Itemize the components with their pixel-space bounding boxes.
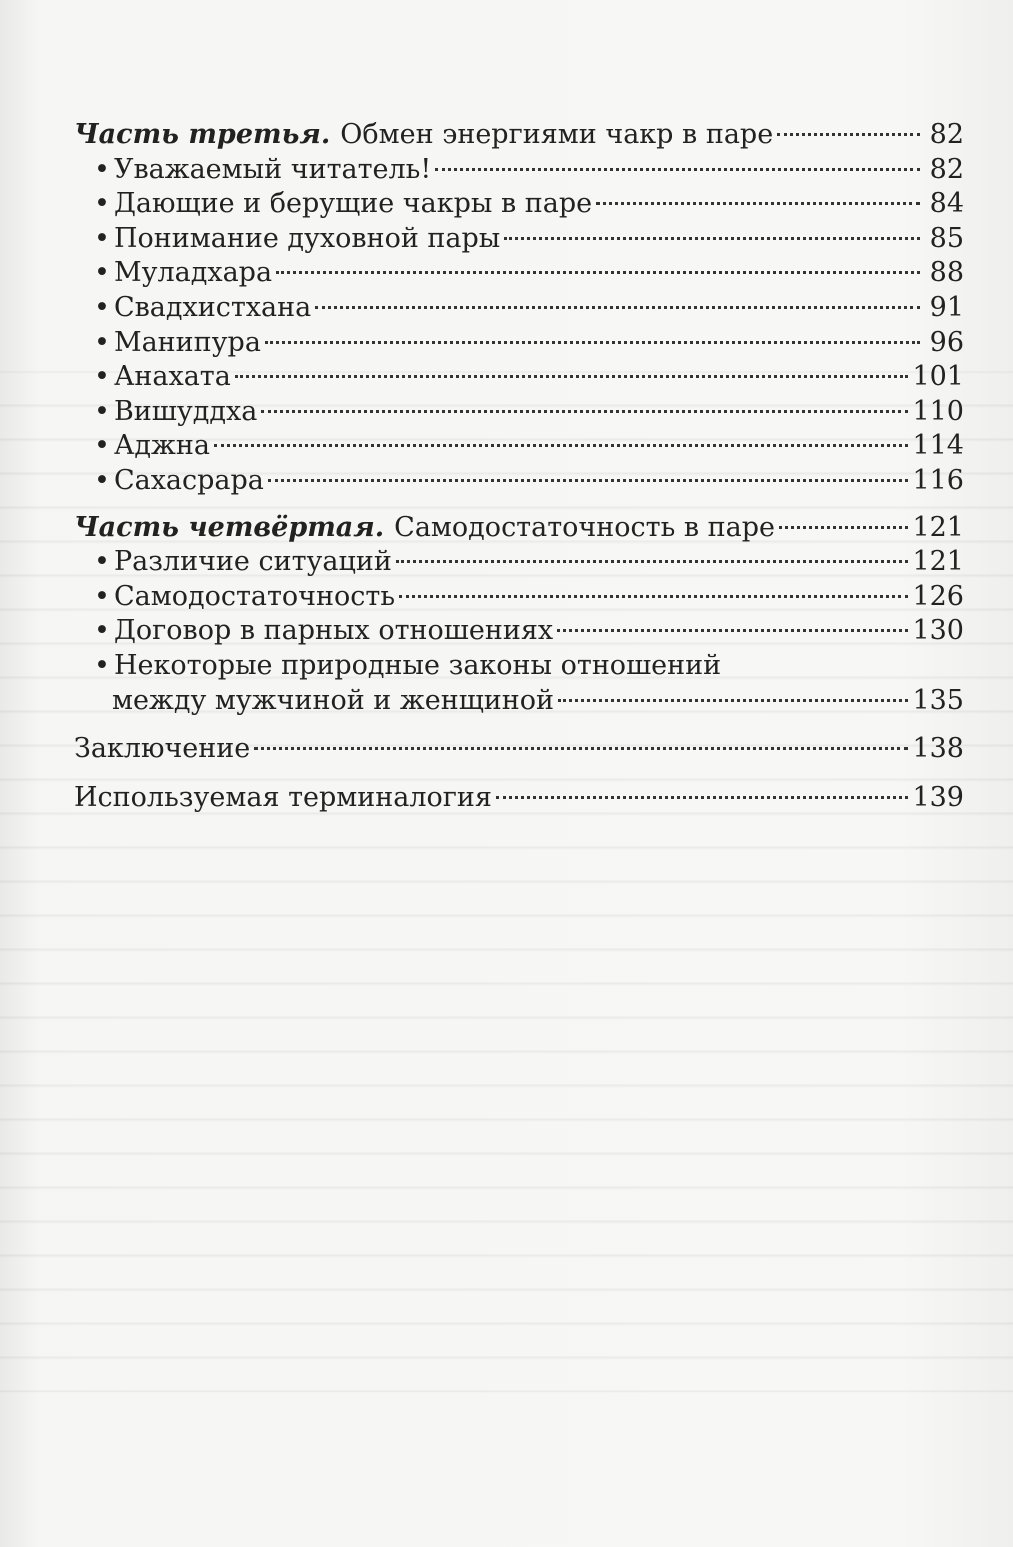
toc-entry[interactable] xyxy=(74,153,964,188)
dot-leader xyxy=(276,271,920,274)
page-number: 96 xyxy=(929,326,964,358)
toc-entry[interactable] xyxy=(74,326,964,361)
toc-entry[interactable] xyxy=(74,429,964,464)
part-title: Обмен энергиями чакр в паре xyxy=(340,119,774,150)
part-title: Самодостаточность в паре xyxy=(394,511,775,543)
bullet: • xyxy=(94,464,110,496)
toc-entry[interactable] xyxy=(74,291,964,326)
page-number: 139 xyxy=(912,781,964,813)
entry-title: Различие ситуаций xyxy=(113,546,392,578)
page-number: 82 xyxy=(929,119,964,150)
part-label: Часть четвёртая. xyxy=(74,511,385,543)
bullet: • xyxy=(94,291,110,323)
page-number: 116 xyxy=(912,464,964,496)
page-number: 85 xyxy=(929,222,964,254)
entry-title: Муладхара xyxy=(113,257,273,289)
page-number: 138 xyxy=(912,733,964,765)
bullet: • xyxy=(94,430,110,462)
dot-leader xyxy=(779,526,908,529)
bullet: • xyxy=(94,615,110,647)
toc-entry[interactable] xyxy=(74,256,964,291)
page-number: 135 xyxy=(912,684,964,716)
page-number: 121 xyxy=(912,546,964,578)
dot-leader xyxy=(261,410,908,413)
dot-leader xyxy=(265,341,920,344)
toc-entry[interactable] xyxy=(74,395,964,430)
entry-title: Манипура xyxy=(113,326,261,358)
toc-entry[interactable] xyxy=(74,545,964,580)
entry-title-line2: между мужчиной и женщиной xyxy=(112,684,555,716)
bullet: • xyxy=(94,580,110,612)
dot-leader xyxy=(596,202,920,205)
dot-leader xyxy=(435,168,920,171)
bullet: • xyxy=(94,546,110,578)
table-of-contents xyxy=(74,118,964,815)
page-number: 126 xyxy=(912,580,964,612)
page-number: 91 xyxy=(929,291,964,323)
bullet: • xyxy=(94,326,110,358)
toc-entry[interactable] xyxy=(74,464,964,499)
dot-leader xyxy=(399,595,908,598)
entry-title: Дающие и берущие чакры в паре xyxy=(113,188,593,220)
toc-entry[interactable] xyxy=(74,360,964,395)
page-number: 101 xyxy=(912,361,964,393)
toc-part-four[interactable] xyxy=(74,511,964,546)
dot-leader xyxy=(214,444,909,447)
entry-title: Аджна xyxy=(113,430,210,462)
entry-title: Свадхистхана xyxy=(113,291,312,323)
bullet: • xyxy=(94,153,110,185)
dot-leader xyxy=(268,479,909,482)
entry-title: Договор в парных отношениях xyxy=(113,615,554,647)
entry-title: Анахата xyxy=(113,361,231,393)
dot-leader xyxy=(777,133,920,136)
page-number: 121 xyxy=(912,511,964,543)
entry-title: Понимание духовной пары xyxy=(113,222,501,254)
bullet: • xyxy=(94,649,110,681)
bullet: • xyxy=(94,222,110,254)
entry-title: Вишуддха xyxy=(113,395,258,427)
page-number: 114 xyxy=(912,430,964,462)
page-number: 84 xyxy=(929,188,964,220)
part-label: Часть третья. xyxy=(74,119,331,150)
entry-title: Самодостаточность xyxy=(113,580,396,612)
bullet: • xyxy=(94,395,110,427)
page-number: 110 xyxy=(912,395,964,427)
toc-entry[interactable] xyxy=(74,614,964,649)
dot-leader xyxy=(315,306,920,309)
page-number: 130 xyxy=(912,615,964,647)
toc-entry[interactable] xyxy=(74,222,964,257)
bullet: • xyxy=(94,361,110,393)
dot-leader xyxy=(235,375,909,378)
toc-entry[interactable] xyxy=(74,580,964,615)
entry-title: Заключение xyxy=(74,733,251,765)
dot-leader xyxy=(504,237,920,240)
toc-entry-continuation[interactable] xyxy=(74,684,964,719)
toc-conclusion[interactable] xyxy=(74,732,964,767)
dot-leader xyxy=(558,699,908,702)
page-number: 88 xyxy=(929,257,964,289)
toc-entry[interactable] xyxy=(74,187,964,222)
toc-entry[interactable] xyxy=(74,649,964,684)
page-number: 82 xyxy=(929,153,964,185)
dot-leader xyxy=(396,560,909,563)
dot-leader xyxy=(557,629,908,632)
dot-leader xyxy=(496,796,909,799)
dot-leader xyxy=(254,747,908,750)
bullet: • xyxy=(94,188,110,220)
entry-title: Уважаемый читатель! xyxy=(113,153,432,185)
entry-title: Используемая терминалогия xyxy=(74,781,492,813)
toc-part-three[interactable] xyxy=(74,118,964,153)
toc-terminology[interactable] xyxy=(74,781,964,816)
bullet: • xyxy=(94,257,110,289)
entry-title-line1: Некоторые природные законы отношений xyxy=(113,649,722,681)
entry-title: Сахасрара xyxy=(113,464,264,496)
